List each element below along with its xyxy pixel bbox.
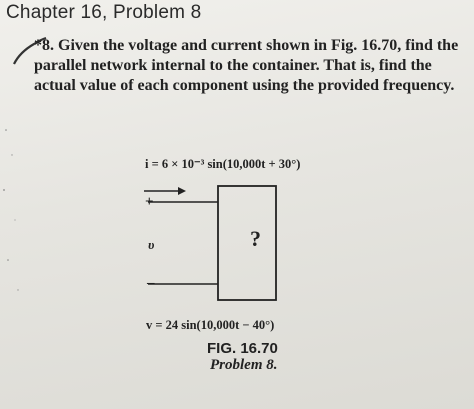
page-title: Chapter 16, Problem 8 bbox=[6, 2, 202, 23]
voltage-label: υ bbox=[148, 237, 155, 252]
current-equation: i = 6 × 10⁻³ sin(10,000t + 30°) bbox=[145, 157, 301, 171]
current-arrow-head bbox=[178, 187, 186, 195]
negative-terminal-label: – bbox=[147, 275, 155, 291]
problem-statement bbox=[34, 36, 464, 96]
problem-number: *8. bbox=[34, 37, 54, 54]
figure-title: FIG. 16.70 bbox=[207, 340, 278, 357]
page-edge-speckles bbox=[0, 110, 30, 310]
voltage-equation: v = 24 sin(10,000t − 40°) bbox=[146, 318, 275, 332]
problem-text: Given the voltage and current shown in Fig. 16.70, find the parallel network internal to the container. That is, find the actual value of each component using the provided frequency. bbox=[34, 37, 459, 94]
unknown-network-label: ? bbox=[250, 226, 261, 251]
positive-terminal-label: + bbox=[145, 194, 154, 210]
container-box bbox=[218, 186, 276, 300]
figure-subtitle: Problem 8. bbox=[210, 357, 278, 373]
